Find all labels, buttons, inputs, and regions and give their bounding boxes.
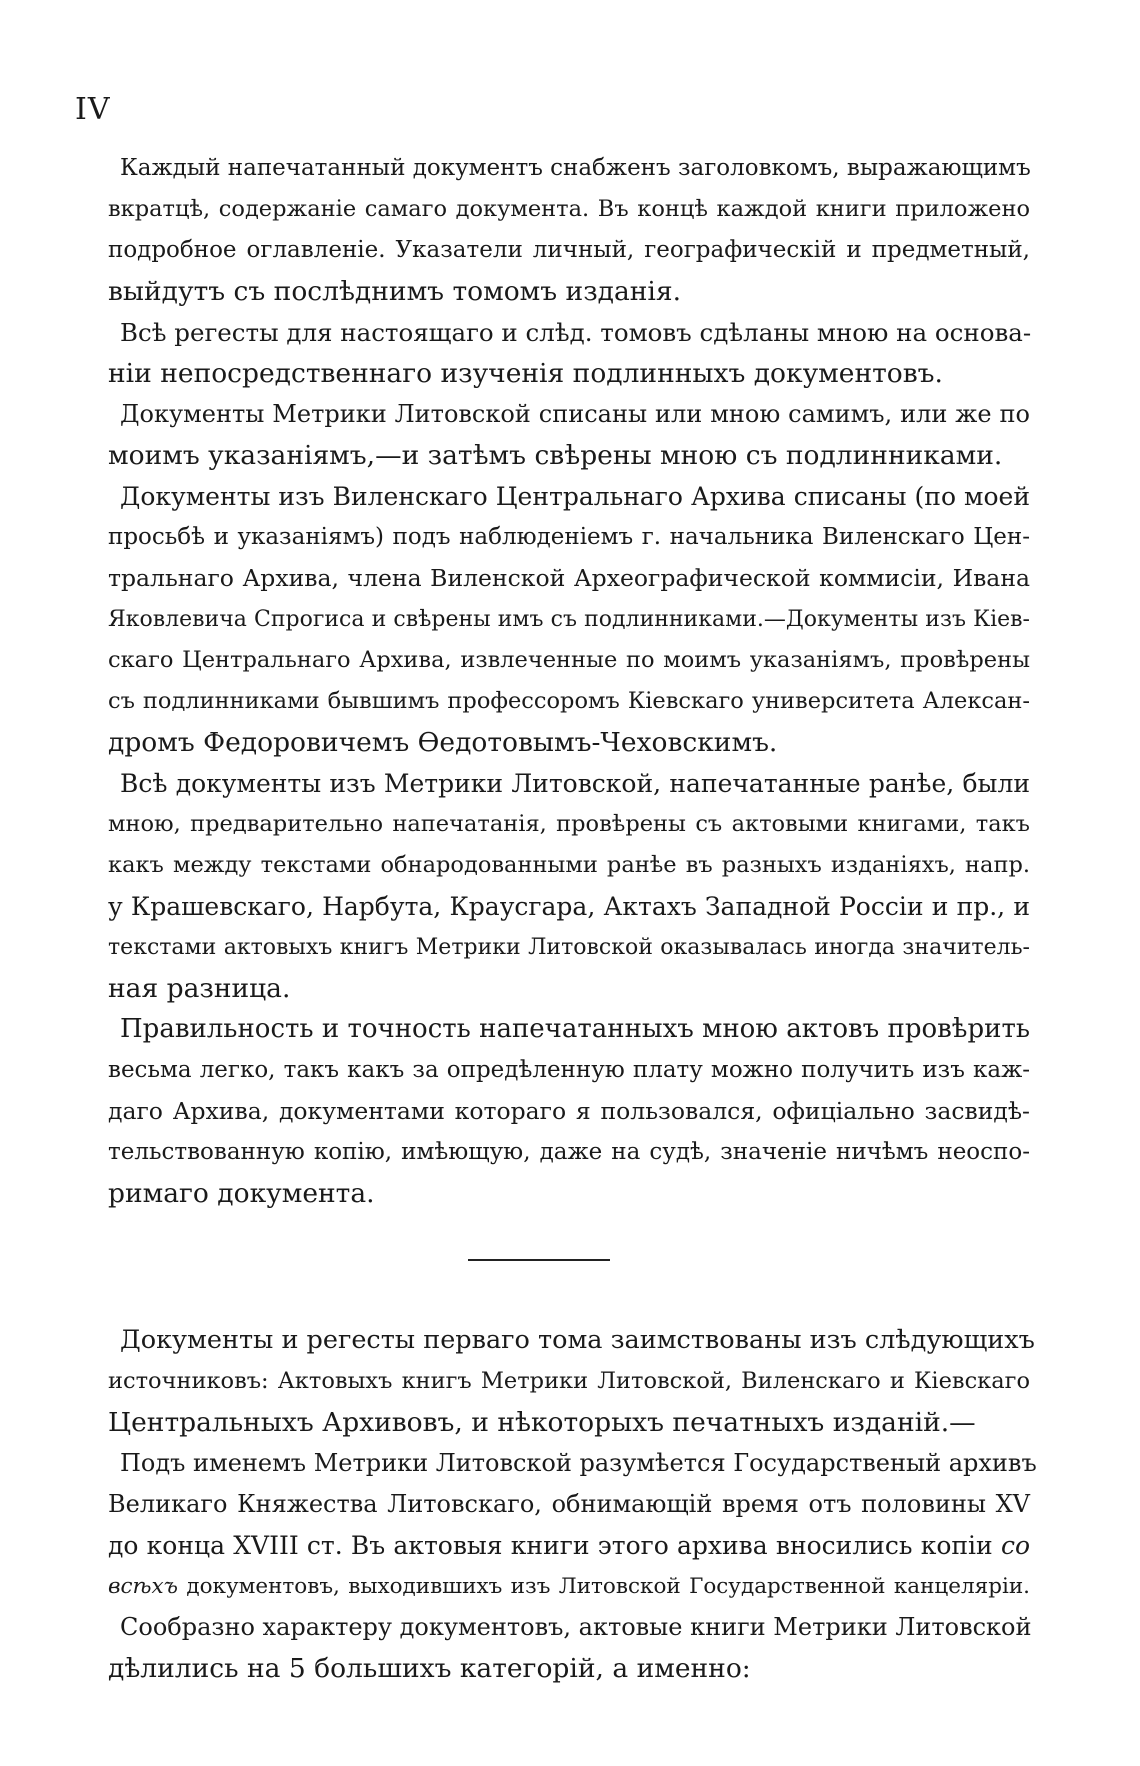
text-line: весьма легко, такъ какъ за опредѣленную плату можно получить изъ каж- xyxy=(108,1057,1030,1083)
paragraph xyxy=(108,476,1030,763)
section-divider xyxy=(468,1259,610,1261)
text-line: какъ между текстами обнародованными ранѣе въ разныхъ изданіяхъ, напр. xyxy=(108,852,1030,878)
text-line: Всѣ регесты для настоящаго и слѣд. томовъ сдѣланы мною на основа- xyxy=(120,318,1032,347)
paragraph xyxy=(108,1607,1032,1689)
text-line: Яковлевича Спрогиса и свѣрены имъ съ подлинниками.—Документы изъ Кіев- xyxy=(108,607,1030,632)
paragraph xyxy=(108,394,1030,476)
text-line: выйдутъ съ послѣднимъ томомъ изданія. xyxy=(108,276,682,307)
text-line: римаго документа. xyxy=(108,1178,375,1209)
text-line: дромъ Федоровичемъ Ѳедотовымъ-Чеховскимъ. xyxy=(108,727,778,758)
text-line: подробное оглавленіе. Указатели личный, географическій и предметный, xyxy=(108,237,1030,263)
text-line xyxy=(108,1525,1030,1566)
paragraph xyxy=(108,1320,1035,1443)
paragraph xyxy=(108,148,1031,312)
text-line: Центральныхъ Архивовъ, и нѣкоторыхъ печатныхъ изданій.— xyxy=(108,1407,976,1438)
text-line: Правильность и точность напечатанныхъ мною актовъ провѣрить xyxy=(120,1014,1030,1044)
text-line: мною, предварительно напечатанія, провѣрены съ актовыми книгами, такъ xyxy=(108,811,1030,837)
paragraph xyxy=(108,1443,1037,1607)
italic-word: всѣхъ xyxy=(108,1574,178,1599)
text-line-main: до конца XVIII ст. Въ актовыя книги этого архива вносились копіи xyxy=(108,1531,993,1560)
text-line: просьбѣ и указаніямъ) подъ наблюденіемъ г. начальника Виленскаго Цен- xyxy=(108,524,1030,550)
text-line-main: документовъ, выходившихъ изъ Литовской Государственной канцеляріи. xyxy=(186,1574,1030,1599)
text-line: дѣлились на 5 большихъ категорій, а именно: xyxy=(108,1653,751,1684)
paragraph xyxy=(108,312,1032,394)
text-line: Всѣ документы изъ Метрики Литовской, напечатанные ранѣе, были xyxy=(120,769,1030,798)
text-line: даго Архива, документами котораго я пользовался, офиціально засвидѣ- xyxy=(108,1097,1030,1125)
text-line: Подъ именемъ Метрики Литовской разумѣется Государственый архивъ xyxy=(120,1449,1037,1477)
section-1 xyxy=(108,148,1032,1214)
text-line: Великаго Княжества Литовскаго, обнимающій время отъ половины XV xyxy=(108,1490,1030,1518)
paragraph xyxy=(108,1009,1030,1214)
text-line: источниковъ: Актовыхъ книгъ Метрики Литовской, Виленскаго и Кіевскаго xyxy=(108,1368,1030,1394)
text-line: Документы и регесты перваго тома заимствованы изъ слѣдующихъ xyxy=(120,1325,1035,1355)
text-line: съ подлинниками бывшимъ профессоромъ Кіевскаго университета Алексан- xyxy=(108,688,1030,714)
text-line: ніи непосредственнаго изученія подлинныхъ документовъ. xyxy=(108,358,943,389)
text-line: моимъ указаніямъ,—и затѣмъ свѣрены мною съ подлинниками. xyxy=(108,440,1003,471)
text-line: Сообразно характеру документовъ, актовые книги Метрики Литовской xyxy=(120,1613,1032,1641)
text-line xyxy=(108,1566,1030,1607)
text-line: у Крашевскаго, Нарбута, Краусгара, Актахъ Западной Россіи и пр., и xyxy=(108,892,1030,921)
text-line: тельствованную копію, имѣющую, даже на судѣ, значеніе ничѣмъ неоспо- xyxy=(108,1139,1030,1165)
text-line: скаго Центральнаго Архива, извлеченные по моимъ указаніямъ, провѣрены xyxy=(108,647,1030,673)
italic-word: со xyxy=(1000,1531,1031,1560)
text-line: Документы изъ Виленскаго Центральнаго Архива списаны (по моей xyxy=(120,482,1030,511)
text-line: ная разница. xyxy=(108,973,291,1004)
paragraph xyxy=(108,763,1030,1009)
text-line: Документы Метрики Литовской списаны или мною самимъ, или же по xyxy=(120,400,1030,428)
text-line: текстами актовыхъ книгъ Метрики Литовской оказывалась иногда значитель- xyxy=(108,935,1030,960)
text-line: Каждый напечатанный документъ снабженъ заголовкомъ, выражающимъ xyxy=(120,155,1031,181)
text-line: вкратцѣ, содержаніе самаго документа. Въ концѣ каждой книги приложено xyxy=(108,196,1030,222)
text-line: тральнаго Архива, члена Виленской Археографической коммисіи, Ивана xyxy=(108,564,1030,592)
section-2 xyxy=(108,1320,1037,1689)
page-number: IV xyxy=(75,92,111,127)
